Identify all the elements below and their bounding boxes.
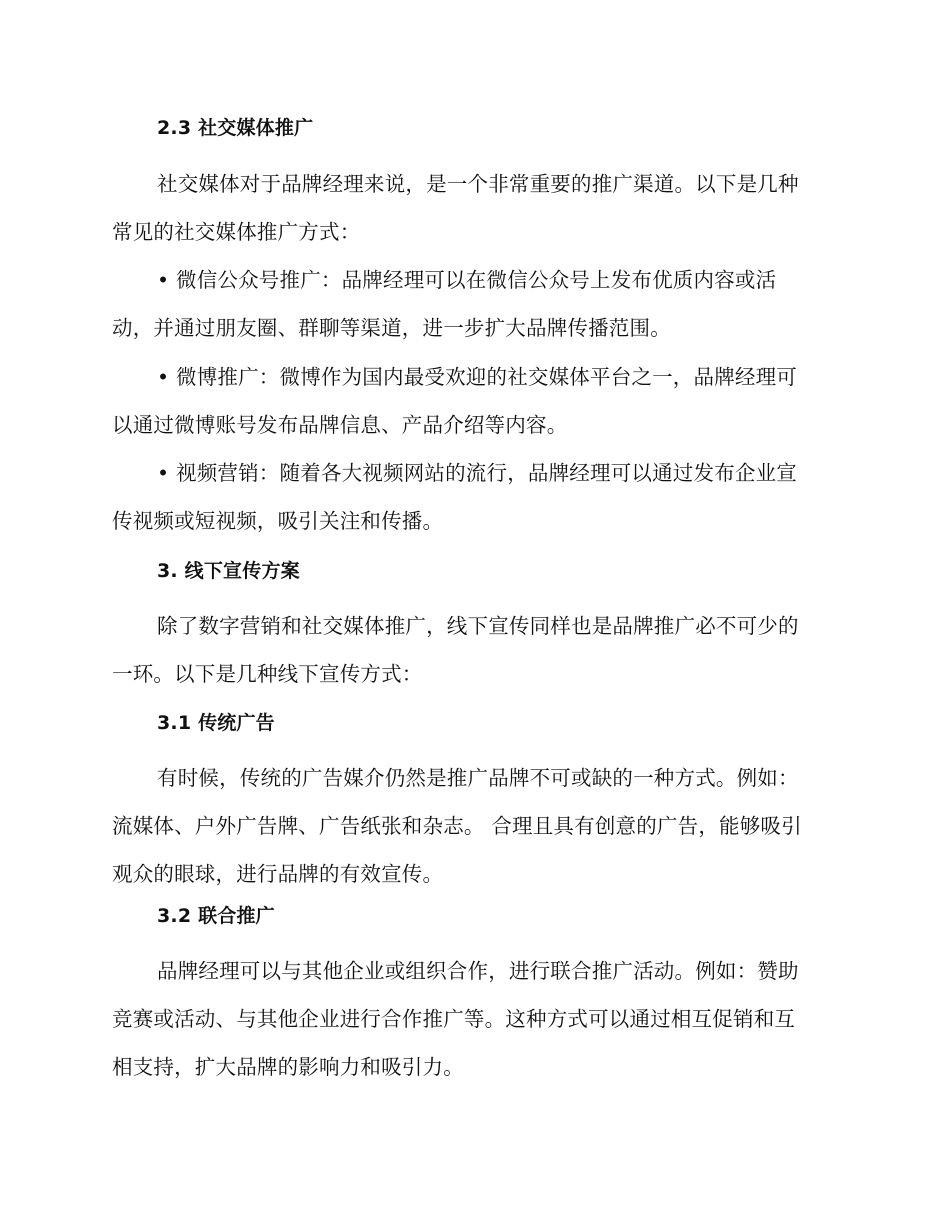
text-line: 社交媒体对于品牌经理来说，是一个非常重要的推广渠道。以下是几种: [157, 172, 799, 196]
bullet-weibo: [112, 353, 834, 449]
text-line: • 微信公众号推广：品牌经理可以在微信公众号上发布优质内容或活: [157, 268, 777, 292]
text-line: 动，并通过朋友圈、群聊等渠道，进一步扩大品牌传播范围。: [112, 316, 671, 340]
text-line: 常见的社交媒体推广方式：: [112, 220, 361, 244]
text-line: 以通过微博账号发布品牌信息、产品介绍等内容。: [112, 413, 568, 437]
text-line: 观众的眼球，进行品牌的有效宣传。: [112, 862, 444, 886]
section-heading-3: 3. 线下宣传方案: [157, 560, 300, 582]
paragraph-offline-intro: [112, 602, 834, 698]
text-line: 相支持，扩大品牌的影响力和吸引力。: [112, 1055, 464, 1079]
text-line: 一环。以下是几种线下宣传方式：: [112, 662, 423, 686]
text-line: 除了数字营销和社交媒体推广，线下宣传同样也是品牌推广必不可少的: [157, 614, 799, 638]
bullet-wechat: [112, 256, 834, 352]
bullet-video-marketing: [112, 449, 834, 545]
paragraph-social-media-intro: [112, 160, 834, 256]
section-heading-3-1: 3.1 传统广告: [157, 712, 275, 734]
text-line: 有时候，传统的广告媒介仍然是推广品牌不可或缺的一种方式。例如：: [157, 766, 799, 790]
text-line: • 微博推广：微博作为国内最受欢迎的社交媒体平台之一，品牌经理可: [157, 365, 798, 389]
section-heading-2-3: 2.3 社交媒体推广: [157, 117, 314, 139]
text-line: • 视频营销：随着各大视频网站的流行，品牌经理可以通过发布企业宣: [157, 461, 798, 485]
text-line: 流媒体、户外广告牌、广告纸张和杂志。 合理且具有创意的广告，能够吸引: [112, 814, 802, 838]
text-line: 竞赛或活动、与其他企业进行合作推广等。这种方式可以通过相互促销和互: [112, 1007, 796, 1031]
text-line: 传视频或短视频，吸引关注和传播。: [112, 509, 444, 533]
section-heading-3-2: 3.2 联合推广: [157, 905, 275, 927]
paragraph-traditional-ads: [112, 754, 834, 898]
text-line: 品牌经理可以与其他企业或组织合作，进行联合推广活动。例如：赞助: [157, 959, 799, 983]
paragraph-joint-promotion: [112, 947, 834, 1091]
